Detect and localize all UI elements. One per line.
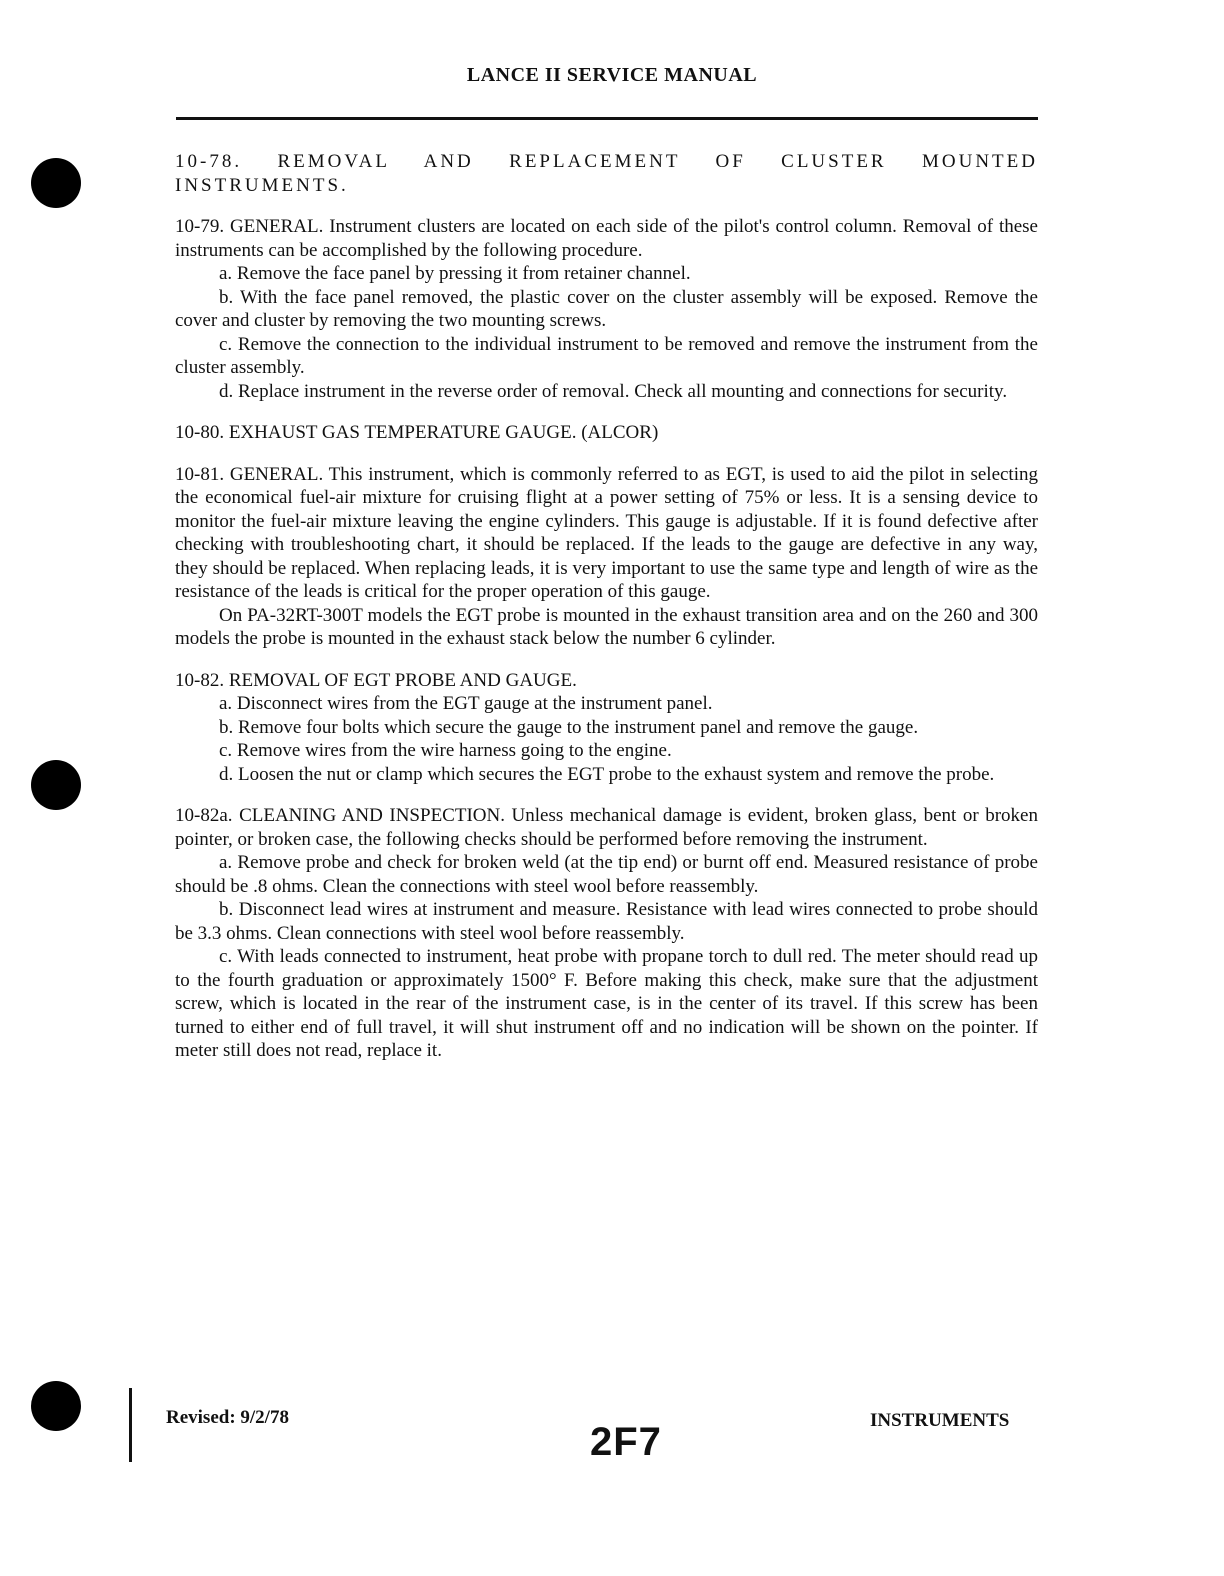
binder-hole-top	[31, 158, 81, 208]
revision-bar	[129, 1388, 132, 1462]
section-10-82-step-b: b. Remove four bolts which secure the gauge to the instrument panel and remove the gauge.	[219, 716, 919, 738]
section-10-82-step-a: a. Disconnect wires from the EGT gauge at the instrument panel.	[219, 693, 713, 714]
section-10-82a-step-a: a. Remove probe and check for broken weld (at the tip end) or burnt off end. Measured resistance of probe should be .8 ohms. Clean the connections with steel wool before reassembly.	[175, 852, 1038, 897]
footer-page-code: 2F7	[590, 1420, 662, 1464]
section-10-79-step-d: d. Replace instrument in the reverse order of removal. Check all mounting and connections for security.	[219, 380, 1008, 402]
section-10-78-heading: 10-78. REMOVAL AND REPLACEMENT OF CLUSTER MOUNTED INSTRUMENTS.	[175, 151, 1038, 196]
section-10-81-para-1: 10-81. GENERAL. This instrument, which is commonly referred to as EGT, is used to aid the pilot in selecting the economical fuel-air mixture for cruising flight at a power setting of 75% or less. It is a sensing device to monitor the fuel-air mixture leaving the engine cylinders. This gauge is adjustable. If it is found defective after checking with troubleshooting chart, it should be replaced. If the leads to the gauge are defective in any way, they should be replaced. When replacing leads, it is very important to use the same type and length of wire as the resistance of the leads is critical for the proper operation of this gauge.	[175, 463, 1038, 602]
section-10-79-step-b: b. With the face panel removed, the plastic cover on the cluster assembly will be exposed. Remove the cover and cluster by removing the two mounting screws.	[175, 286, 1038, 331]
section-10-82a-intro: 10-82a. CLEANING AND INSPECTION. Unless mechanical damage is evident, broken glass, bent or broken pointer, or broken case, the following checks should be performed before removing the instrument.	[175, 805, 1038, 850]
document-body	[175, 150, 1038, 1063]
section-10-79-step-a: a. Remove the face panel by pressing it from retainer channel.	[219, 263, 691, 284]
page-header: LANCE II SERVICE MANUAL	[466, 64, 758, 86]
section-10-79-intro: 10-79. GENERAL. Instrument clusters are located on each side of the pilot's control column. Removal of these instruments can be accomplished by the following procedure.	[175, 216, 1038, 261]
section-10-82-heading: 10-82. REMOVAL OF EGT PROBE AND GAUGE.	[175, 669, 577, 691]
section-10-79-step-c: c. Remove the connection to the individual instrument to be removed and remove the instrument from the cluster assembly.	[175, 333, 1038, 378]
binder-hole-middle	[31, 760, 81, 810]
section-10-80-heading: 10-80. EXHAUST GAS TEMPERATURE GAUGE. (ALCOR)	[175, 422, 659, 443]
section-10-81-para-2: On PA-32RT-300T models the EGT probe is mounted in the exhaust transition area and on the 260 and 300 models the probe is mounted in the exhaust stack below the number 6 cylinder.	[175, 604, 1038, 649]
binder-hole-bottom	[31, 1381, 81, 1431]
footer-revised: Revised: 9/2/78	[166, 1407, 289, 1428]
section-10-82a-step-b: b. Disconnect lead wires at instrument and measure. Resistance with lead wires connected to probe should be 3.3 ohms. Clean connections with steel wool before reassembly.	[175, 899, 1038, 944]
header-rule	[176, 117, 1038, 120]
section-10-82-step-d: d. Loosen the nut or clamp which secures the EGT probe to the exhaust system and remove the probe.	[219, 763, 995, 785]
section-10-82a-step-c: c. With leads connected to instrument, heat probe with propane torch to dull red. The meter should read up to the fourth graduation or approximately 1500° F. Before making this check, make sure that the adjustment screw, which is located in the rear of the instrument case, is in the center of its travel. If this screw has been turned to either end of full travel, it will shut instrument off and no indication will be shown on the pointer. If meter still does not read, replace it.	[175, 946, 1038, 1061]
section-10-82-step-c: c. Remove wires from the wire harness going to the engine.	[219, 740, 672, 761]
footer-chapter: INSTRUMENTS	[870, 1410, 1010, 1431]
